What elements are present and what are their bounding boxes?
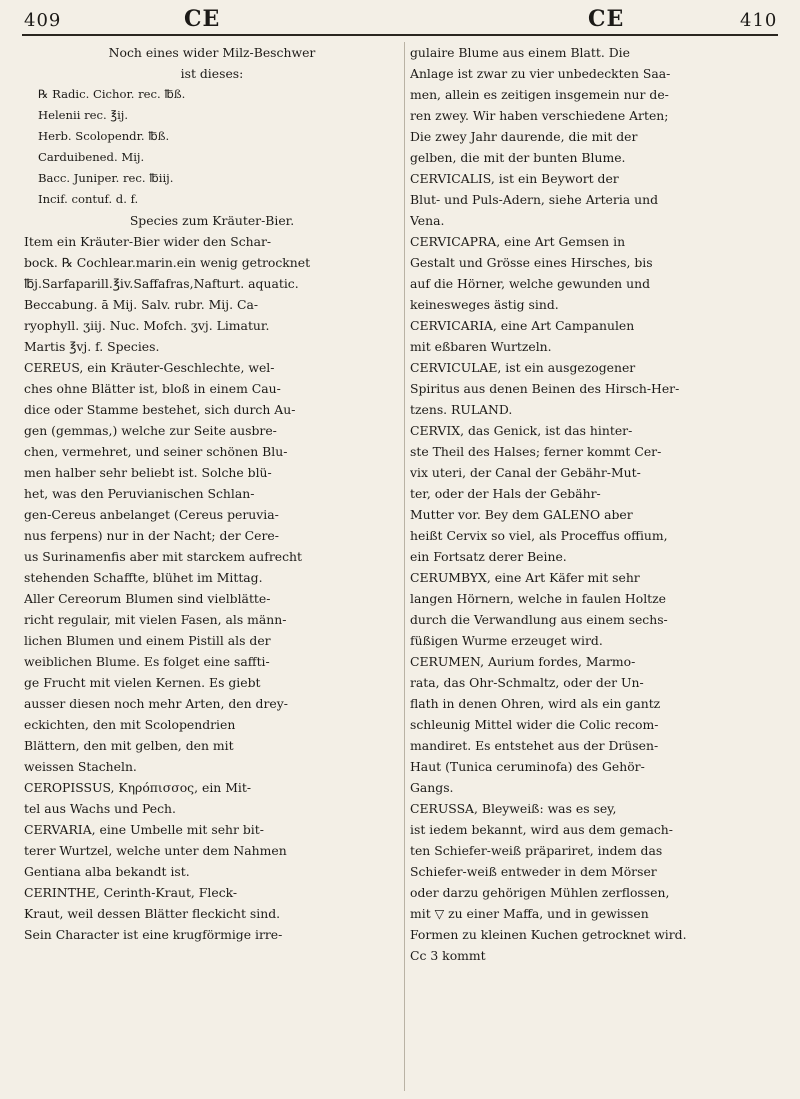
left-text-line: CEROPISSUS, Κηρόπισσος, ein Mit- bbox=[24, 780, 252, 795]
right-text-line: Schiefer-weiß entweder in dem Mörser bbox=[410, 864, 657, 879]
left-text-line: ge Frucht mit vielen Kernen. Es giebt bbox=[24, 675, 261, 690]
left-text-line: ist dieses: bbox=[180, 66, 244, 81]
left-text-line: ches ohne Blätter ist, bloß in einem Cau- bbox=[24, 381, 281, 396]
left-text-line: Aller Cereorum Blumen sind vielblätte- bbox=[24, 591, 271, 606]
right-text-line: rata, das Ohr-Schmaltz, oder der Un- bbox=[410, 675, 644, 690]
right-text-line: Anlage ist zwar zu vier unbedeckten Saa- bbox=[410, 66, 671, 81]
left-text-line: Carduibened. Mij. bbox=[38, 150, 145, 164]
right-text-line: Haut (Tunica ceruminofa) des Gehör- bbox=[410, 759, 645, 774]
left-text-line: Blättern, den mit gelben, den mit bbox=[24, 738, 234, 753]
right-text-line: Gestalt und Grösse eines Hirsches, bis bbox=[410, 255, 653, 270]
right-text-line: men, allein es zeitigen insgemein nur de- bbox=[410, 87, 669, 102]
left-text-line: bock. ℞ Cochlear.marin.ein wenig getrocknet bbox=[24, 255, 311, 270]
left-text-line: het, was den Peruvianischen Schlan- bbox=[24, 486, 255, 501]
right-text-line: mandiret. Es entstehet aus der Drüsen- bbox=[410, 738, 659, 753]
left-text-line: men halber sehr beliebt ist. Solche blü- bbox=[24, 465, 272, 480]
left-text-line: Martis ℥vj. f. Species. bbox=[24, 339, 160, 354]
left-text-line: Incif. contuf. d. f. bbox=[38, 192, 139, 206]
right-text-line: CERVIX, das Genick, ist das hinter- bbox=[410, 423, 633, 438]
left-text-line: nus ferpens) nur in der Nacht; der Cere- bbox=[24, 528, 279, 543]
left-text-line: stehenden Schaffte, blühet im Mittag. bbox=[24, 570, 263, 585]
header-rule bbox=[22, 34, 778, 36]
column-divider bbox=[404, 42, 405, 1091]
left-text-line: richt regulair, mit vielen Fasen, als männ- bbox=[24, 612, 287, 627]
left-text-line: ℔j.Sarfaparill.℥iv.Saffafras,Nafturt. aquatic. bbox=[24, 276, 299, 291]
left-text-line: Kraut, weil dessen Blätter fleckicht sind. bbox=[24, 906, 281, 921]
right-text-line: gelben, die mit der bunten Blume. bbox=[410, 150, 626, 165]
page-number-right: 410 bbox=[740, 10, 778, 31]
right-text-line: Cc 3 kommt bbox=[410, 948, 486, 963]
right-text-line: Formen zu kleinen Kuchen getrocknet wird. bbox=[410, 927, 687, 942]
right-text-line: langen Hörnern, welche in faulen Holtze bbox=[410, 591, 667, 606]
left-text-line: Sein Character ist eine krugförmige irre- bbox=[24, 927, 283, 942]
left-text-line: weissen Stacheln. bbox=[24, 759, 137, 774]
right-text-line: gulaire Blume aus einem Blatt. Die bbox=[410, 45, 630, 60]
left-text-line: lichen Blumen und einem Pistill als der bbox=[24, 633, 271, 648]
page-header bbox=[0, 0, 800, 36]
left-text-line: CERINTHE, Cerinth-Kraut, Fleck- bbox=[24, 885, 238, 900]
right-text-line: vix uteri, der Canal der Gebähr-Mut- bbox=[410, 465, 641, 480]
left-text-line: ryophyll. ʒiij. Nuc. Mofch. ʒvj. Limatur. bbox=[24, 318, 270, 333]
right-text-line: schleunig Mittel wider die Colic recom- bbox=[410, 717, 659, 732]
right-text-line: keinesweges ästig sind. bbox=[410, 297, 559, 312]
right-text-line: Gangs. bbox=[410, 780, 454, 795]
right-text-line: CERUMBYX, eine Art Käfer mit sehr bbox=[410, 570, 640, 585]
left-text-line: dice oder Stamme bestehet, sich durch Au- bbox=[24, 402, 296, 417]
right-text-line: ter, oder der Hals der Gebähr- bbox=[410, 486, 601, 501]
left-text-line: ausser diesen noch mehr Arten, den drey- bbox=[24, 696, 288, 711]
right-text-line: ten Schiefer-weiß präpariret, indem das bbox=[410, 843, 663, 858]
left-text-line: eckichten, den mit Scolopendrien bbox=[24, 717, 236, 732]
left-text-line: Species zum Kräuter-Bier. bbox=[129, 213, 295, 228]
left-text-line: Noch eines wider Milz-Beschwer bbox=[108, 45, 316, 60]
right-text-line: durch die Verwandlung aus einem sechs- bbox=[410, 612, 668, 627]
right-text-line: Blut- und Puls-Adern, siehe Arteria und bbox=[410, 192, 658, 207]
right-text-line: CERVICAPRA, eine Art Gemsen in bbox=[410, 234, 626, 249]
right-text-line: Die zwey Jahr daurende, die mit der bbox=[410, 129, 638, 144]
left-text-line: gen (gemmas,) welche zur Seite ausbre- bbox=[24, 423, 277, 438]
left-text-line: terer Wurtzel, welche unter dem Nahmen bbox=[24, 843, 287, 858]
left-column bbox=[24, 42, 400, 1093]
left-text-line: Item ein Kräuter-Bier wider den Schar- bbox=[24, 234, 272, 249]
right-text-line: mit ▽ zu einer Maffa, und in gewissen bbox=[410, 906, 649, 921]
running-head-left: CE bbox=[184, 6, 221, 32]
left-text-line: us Surinamenfis aber mit starckem aufrecht bbox=[24, 549, 302, 564]
right-text-line: Mutter vor. Bey dem GALENO aber bbox=[410, 507, 633, 522]
right-text-line: ren zwey. Wir haben verschiedene Arten; bbox=[410, 108, 669, 123]
right-column bbox=[410, 42, 776, 1093]
left-text-line: ℞ Radic. Cichor. rec. ℔ß. bbox=[38, 87, 186, 101]
left-text-line: CEREUS, ein Kräuter-Geschlechte, wel- bbox=[24, 360, 275, 375]
page-number-left: 409 bbox=[24, 10, 62, 31]
right-text-line: ste Theil des Halses; ferner kommt Cer- bbox=[410, 444, 662, 459]
left-text-line: Herb. Scolopendr. ℔ß. bbox=[38, 129, 170, 143]
right-text-line: oder darzu gehörigen Mühlen zerflossen, bbox=[410, 885, 670, 900]
right-text-line: heißt Cervix so viel, als Proceffus offium, bbox=[410, 528, 668, 543]
right-text-line: mit eßbaren Wurtzeln. bbox=[410, 339, 552, 354]
right-text-line: auf die Hörner, welche gewunden und bbox=[410, 276, 650, 291]
right-text-line: CERUSSA, Bleyweiß: was es sey, bbox=[410, 801, 617, 816]
left-text-line: Helenii rec. ℥ij. bbox=[38, 108, 129, 122]
right-text-line: Spiritus aus denen Beinen des Hirsch-Her- bbox=[410, 381, 680, 396]
left-text-line: chen, vermehret, und seiner schönen Blu- bbox=[24, 444, 288, 459]
right-text-line: flath in denen Ohren, wird als ein gantz bbox=[410, 696, 661, 711]
right-text-line: CERUMEN, Aurium fordes, Marmo- bbox=[410, 654, 636, 669]
right-text-line: Vena. bbox=[410, 213, 445, 228]
right-text-line: ein Fortsatz derer Beine. bbox=[410, 549, 567, 564]
left-text-line: tel aus Wachs und Pech. bbox=[24, 801, 176, 816]
left-text-line: Bacc. Juniper. rec. ℔iij. bbox=[38, 171, 174, 185]
left-text-line: Gentiana alba bekandt ist. bbox=[24, 864, 190, 879]
right-text-line: CERVICALIS, ist ein Beywort der bbox=[410, 171, 619, 186]
right-text-line: CERVICULAE, ist ein ausgezogener bbox=[410, 360, 636, 375]
left-text-line: CERVARIA, eine Umbelle mit sehr bit- bbox=[24, 822, 264, 837]
right-text-line: füßigen Wurme erzeuget wird. bbox=[410, 633, 603, 648]
right-text-line: CERVICARIA, eine Art Campanulen bbox=[410, 318, 635, 333]
right-text-line: ist iedem bekannt, wird aus dem gemach- bbox=[410, 822, 673, 837]
left-text-line: weiblichen Blume. Es folget eine saffti- bbox=[24, 654, 270, 669]
left-text-line: gen-Cereus anbelanget (Cereus peruvia- bbox=[24, 507, 279, 522]
running-head-right: CE bbox=[588, 6, 625, 32]
right-text-line: tzens. RULAND. bbox=[410, 402, 513, 417]
left-text-line: Beccabung. ā Mij. Salv. rubr. Mij. Ca- bbox=[24, 297, 259, 312]
